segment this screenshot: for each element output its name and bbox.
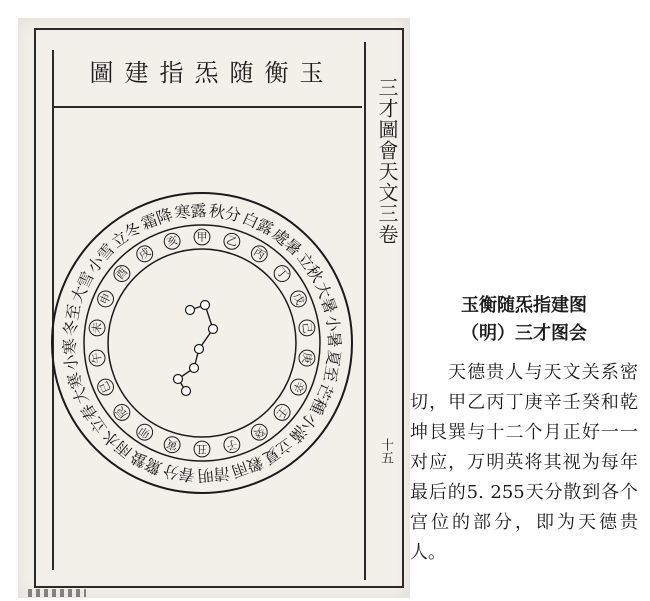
outer-glyph: 芒種 xyxy=(306,380,338,418)
print-speck xyxy=(28,589,86,597)
outer-glyph: 白露 xyxy=(239,207,277,239)
outer-glyph: 大暑 xyxy=(311,279,341,317)
outer-glyph: 清明 xyxy=(196,463,231,486)
caption-panel xyxy=(410,294,638,594)
outer-glyph: 處暑 xyxy=(268,224,306,260)
dipper-star xyxy=(209,325,218,334)
inner-glyph: 辛 xyxy=(290,379,307,395)
caption-subtitle: （明）三才图会 xyxy=(461,323,587,344)
outer-glyph: 大寒 xyxy=(63,369,93,407)
outer-glyph: 秋分 xyxy=(207,200,243,226)
inner-glyph: 丁 xyxy=(273,265,291,282)
inner-glyph: 戌 xyxy=(136,245,153,263)
circular-diagram xyxy=(42,178,362,508)
inner-glyph: 卯 xyxy=(136,423,153,441)
outer-glyph: 立秋 xyxy=(293,248,328,286)
page-number: 十五 xyxy=(378,438,393,464)
page-title: 玉衡随炁指建圖 xyxy=(89,59,335,87)
outer-glyph: 穀雨 xyxy=(228,452,266,482)
outer-glyph: 立夏 xyxy=(259,434,297,469)
inner-glyph: 巳 xyxy=(97,379,114,395)
outer-glyph: 春分 xyxy=(161,460,197,486)
inner-glyph-group xyxy=(89,229,315,457)
inner-glyph: 庚 xyxy=(299,351,315,365)
inner-glyph: 亥 xyxy=(165,233,180,250)
inner-glyph: 酉 xyxy=(113,265,131,282)
outer-glyph: 夏至 xyxy=(319,348,345,384)
outer-glyph: 立冬 xyxy=(107,217,145,252)
dipper-star xyxy=(182,387,191,396)
inner-glyph: 子 xyxy=(224,436,239,453)
inner-glyph: 乙 xyxy=(224,233,239,250)
outer-glyph: 寒露 xyxy=(173,200,208,223)
outer-glyph: 小滿 xyxy=(285,409,321,447)
middle-circle xyxy=(84,225,320,461)
inner-glyph: 戊 xyxy=(290,291,307,307)
outer-glyph: 大雪 xyxy=(66,268,98,306)
inner-glyph: 己 xyxy=(299,321,315,335)
inner-glyph: 甲 xyxy=(196,230,208,244)
middle-ring xyxy=(84,225,320,461)
inner-circle xyxy=(108,249,296,437)
title-divider xyxy=(52,106,362,108)
inner-glyph: 辰 xyxy=(113,404,131,421)
dipper-star xyxy=(190,364,199,373)
outer-glyph: 小雪 xyxy=(83,239,119,277)
dipper-star xyxy=(186,306,195,315)
inner-glyph: 壬 xyxy=(273,404,291,421)
outer-glyph: 小暑 xyxy=(322,314,345,349)
outer-glyph: 雨水 xyxy=(98,426,136,462)
outer-glyph: 立春 xyxy=(76,400,111,438)
inner-glyph: 未 xyxy=(89,321,105,335)
inner-glyph: 丙 xyxy=(251,245,268,263)
caption-title: 玉衡随炁指建图 xyxy=(461,295,587,316)
dipper-star xyxy=(201,301,210,310)
inner-ring xyxy=(108,249,296,437)
side-caption-rule xyxy=(364,42,366,580)
caption-body: 天德贵人与天文关系密切，甲乙丙丁庚辛壬癸和乾坤艮巽与十二个月正好一一对应，万明英将其视为每年最后的5. 255天分散到各个宫位的部分，即为天德贵人。 xyxy=(410,362,638,563)
inner-glyph: 癸 xyxy=(251,423,268,441)
dipper-star xyxy=(174,375,183,384)
outer-glyph: 小寒 xyxy=(59,337,82,372)
inner-glyph: 申 xyxy=(97,291,114,307)
big-dipper-constellation xyxy=(174,301,218,396)
outer-glyph: 冬至 xyxy=(59,302,85,338)
side-caption: 三才圖會天文三卷 xyxy=(375,77,399,245)
dipper-star xyxy=(195,345,204,354)
inner-glyph: 丑 xyxy=(196,442,208,456)
inner-glyph: 寅 xyxy=(165,436,180,453)
outer-glyph: 霜降 xyxy=(138,204,176,234)
outer-glyph: 驚蟄 xyxy=(127,447,165,479)
inner-glyph: 午 xyxy=(89,351,105,365)
